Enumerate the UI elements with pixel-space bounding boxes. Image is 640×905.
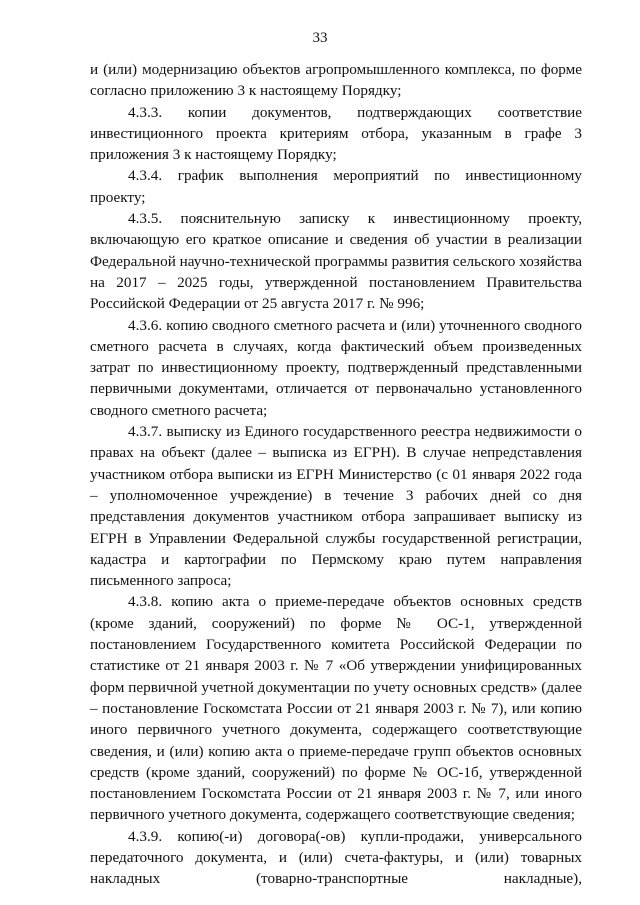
- paragraph-4-3-6: 4.3.6. копию сводного сметного расчета и (или) уточненного сводного сметного расчета в случаях, когда фактический объем произведенных затрат по инвестиционному проекту, подтвержденный представленными первичными документами, отличается от первоначально установленного сводного сметного расчета;: [90, 316, 582, 419]
- paragraph-4-3-9: 4.3.9. копию(-и) договора(-ов) купли-продажи, универсального передаточного документа, и (или) счета-фактуры, и (или) товарных накладных (товарно-транспортные накладные),: [90, 827, 582, 888]
- page-number: 33: [312, 30, 328, 46]
- paragraph-continuation: и (или) модернизацию объектов агропромышленного комплекса, по форме согласно приложению 3 к настоящему Порядку;: [90, 61, 582, 100]
- paragraph-4-3-5: 4.3.5. пояснительную записку к инвестиционному проекту, включающую его краткое описание и сведения об участии в реализации Федеральной научно-технической программы развития сельского хозяйства на 2017 – 2025 годы, утвержденной постановлением Правительства Российской Федерации от 25 августа 2017 г. № 996;: [90, 210, 582, 313]
- paragraph-4-3-4: 4.3.4. график выполнения мероприятий по инвестиционному проекту;: [90, 167, 582, 206]
- paragraph-4-3-7: 4.3.7. выписку из Единого государственного реестра недвижимости о правах на объект (далее – выписка из ЕГРН). В случае непредставления участником отбора выписки из ЕГРН Министерство (с 01 января 2022 года – уполномоченное учреждение) в течение 3 рабочих дней со дня представления документов участником отбора запрашивает выписку из ЕГРН в Управлении Федеральной службы государственной регистрации, кадастра и картографии по Пермскому краю путем направления письменного запроса;: [90, 423, 582, 590]
- paragraph-4-3-8: 4.3.8. копию акта о приеме-передаче объектов основных средств (кроме зданий, сооружений) по форме № ОС-1, утвержденной постановлением Государственного комитета Российской Федерации по статистике от 21 января 2003 г. № 7 «Об утверждении унифицированных форм первичной учетной документации по учету основных средств» (далее – постановление Госкомстата России от 21 января 2003 г. № 7), или копию иного первичного учетного документа, содержащего соответствующие сведения, и (или) копию акта о приеме-передаче групп объектов основных средств (кроме зданий, сооружений) по форме № ОС-1б, утвержденной постановлением Госкомстата России от 21 января 2003 г. № 7, или иного первичного учетного документа, содержащего соответствующие сведения;: [90, 593, 582, 824]
- paragraph-4-3-3: 4.3.3. копии документов, подтверждающих соответствие инвестиционного проекта критериям отбора, указанным в графе 3 приложения 3 к настоящему Порядку;: [90, 103, 582, 164]
- document-body: [90, 59, 582, 890]
